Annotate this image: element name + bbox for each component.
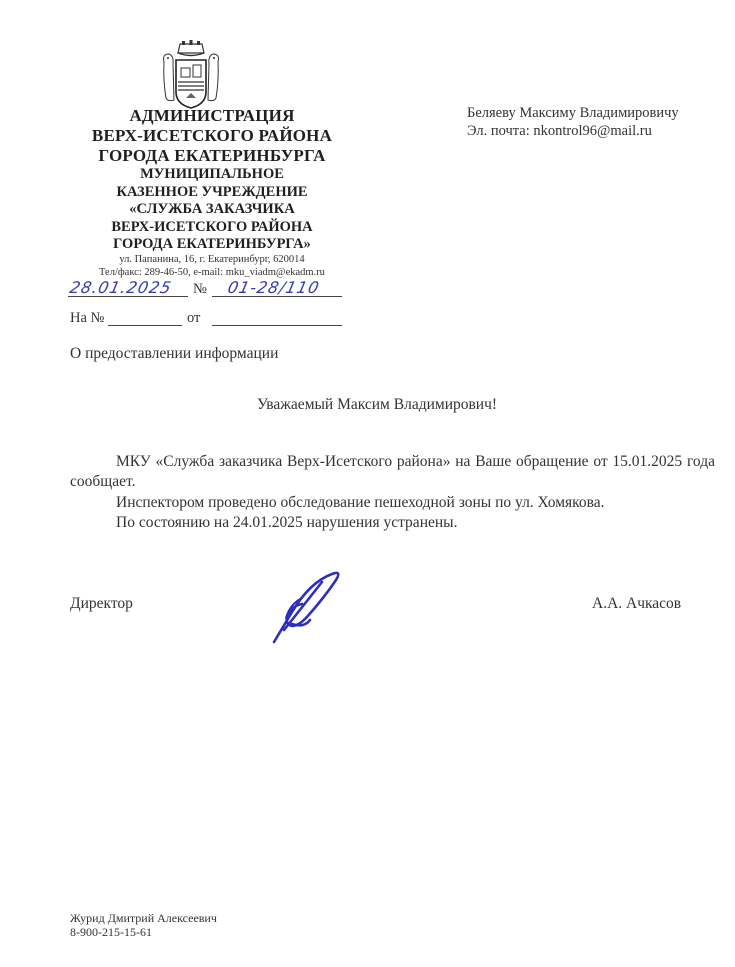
letterhead-line: АДМИНИСТРАЦИЯ [129,106,295,125]
salutation: Уважаемый Максим Владимирович! [257,396,498,413]
number-label: № [193,281,207,297]
recipient-name: Беляеву Максиму Владимировичу [467,105,679,121]
letterhead-admin [62,106,362,166]
ref-date-underline [212,325,342,326]
registration-date: 28.01.2025 [67,278,174,297]
letterhead-line: «СЛУЖБА ЗАКАЗЧИКА [129,201,295,217]
address: ул. Папанина, 16, г. Екатеринбург, 620014 [119,254,305,265]
registration-number: 01-28/110 [225,278,322,297]
executor-block [70,911,217,939]
letterhead-line: КАЗЕННОЕ УЧРЕЖДЕНИЕ [116,183,308,200]
recipient-email: Эл. почта: nkontrol96@mail.ru [467,123,652,139]
number-underline [212,296,342,297]
letterhead-line: МУНИЦИПАЛЬНОЕ [140,166,284,182]
signatory-name: А.А. Ачкасов [592,595,682,612]
letterhead-line: ВЕРХ-ИСЕТСКОГО РАЙОНА [111,218,313,235]
ref-number-underline [108,325,182,326]
signatory-position: Директор [70,595,133,612]
body-paragraph-1: МКУ «Служба заказчика Верх-Исетского района» на Ваше обращение от 15.01.2025 года сообщает. [70,453,715,490]
letterhead-institution [62,166,362,254]
letterhead-line: ГОРОДА ЕКАТЕРИНБУРГА» [113,236,311,252]
subject-line: О предоставлении информации [70,345,279,362]
ref-number-label: На № [70,310,105,326]
letterhead-contacts [62,253,362,279]
ref-from-label: от [187,310,201,326]
executor-phone: 8-900-215-15-61 [70,925,152,939]
letterhead-line: ВЕРХ-ИСЕТСКОГО РАЙОНА [91,126,333,145]
executor-name: Журид Дмитрий Алексеевич [70,911,217,925]
letterhead-line: ГОРОДА ЕКАТЕРИНБУРГА [98,146,326,165]
handwritten-signature-icon [262,568,352,646]
recipient-block [467,104,679,140]
body-paragraph-2: Инспектором проведено обследование пешеходной зоны по ул. Хомякова. [116,494,605,511]
coat-of-arms-icon [160,40,222,112]
phone-email: Тел/факс: 289-46-50, e-mail: mku_viadm@ekadm.ru [99,267,325,278]
date-underline [68,296,188,297]
body-paragraph-3: По состоянию на 24.01.2025 нарушения устранены. [116,514,458,531]
